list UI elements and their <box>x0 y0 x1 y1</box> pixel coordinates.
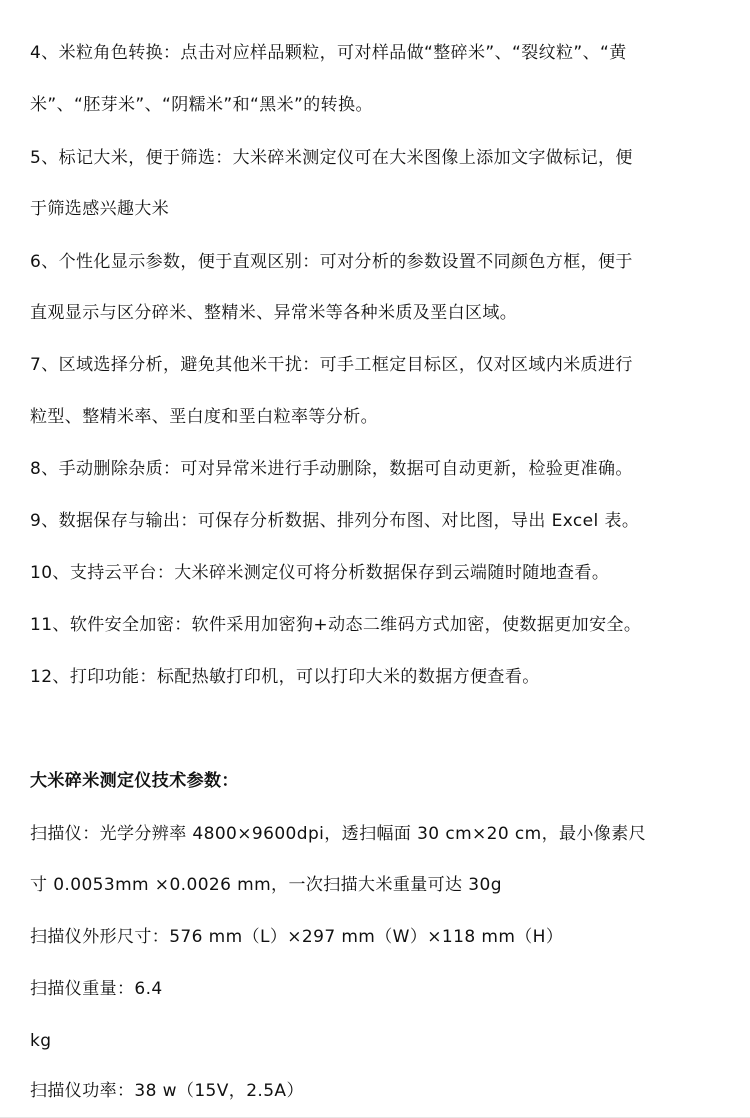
feature-8-line: 8、手动删除杂质：可对异常米进行手动删除，数据可自动更新，检验更准确。 <box>30 459 633 479</box>
scanner-spec-line-2: 寸 0.0053mm ×0.0026 mm，一次扫描大米重量可达 30g <box>30 875 502 895</box>
feature-10-line: 10、支持云平台：大米碎米测定仪可将分析数据保存到云端随时随地查看。 <box>30 563 610 583</box>
scanner-spec-line-1: 扫描仪：光学分辨率 4800×9600dpi，透扫幅面 30 cm×20 cm，最小像素尺 <box>30 824 647 844</box>
feature-6-line-1: 6、个性化显示参数，便于直观区别：可对分析的参数设置不同颜色方框，便于 <box>30 252 633 272</box>
specs-heading: 大米碎米测定仪技术参数： <box>30 771 239 791</box>
feature-4-line-1: 4、米粒角色转换：点击对应样品颗粒，可对样品做“整碎米”、“裂纹粒”、“黄 <box>30 43 627 63</box>
feature-6-line-2: 直观显示与区分碎米、整精米、异常米等各种米质及垩白区域。 <box>30 303 518 323</box>
feature-5-line-1: 5、标记大米，便于筛选：大米碎米测定仪可在大米图像上添加文字做标记，便 <box>30 148 633 168</box>
scanner-size-line: 扫描仪外形尺寸：576 mm（L）×297 mm（W）×118 mm（H） <box>30 927 564 947</box>
feature-4-line-2: 米”、“胚芽米”、“阴糯米”和“黑米”的转换。 <box>30 95 373 115</box>
feature-5-line-2: 于筛选感兴趣大米 <box>30 199 170 219</box>
feature-9-line: 9、数据保存与输出：可保存分析数据、排列分布图、对比图，导出 Excel 表。 <box>30 511 640 531</box>
feature-11-line: 11、软件安全加密：软件采用加密狗+动态二维码方式加密，使数据更加安全。 <box>30 615 642 635</box>
scanner-weight-unit: kg <box>30 1031 52 1051</box>
scanner-weight-line: 扫描仪重量：6.4 <box>30 979 163 999</box>
feature-7-line-1: 7、区域选择分析，避免其他米干扰：可手工框定目标区，仅对区域内米质进行 <box>30 355 633 375</box>
feature-7-line-2: 粒型、整精米率、垩白度和垩白粒率等分析。 <box>30 407 378 427</box>
feature-12-line: 12、打印功能：标配热敏打印机，可以打印大米的数据方便查看。 <box>30 667 540 687</box>
scanner-power-line: 扫描仪功率：38 w（15V，2.5A） <box>30 1081 304 1101</box>
